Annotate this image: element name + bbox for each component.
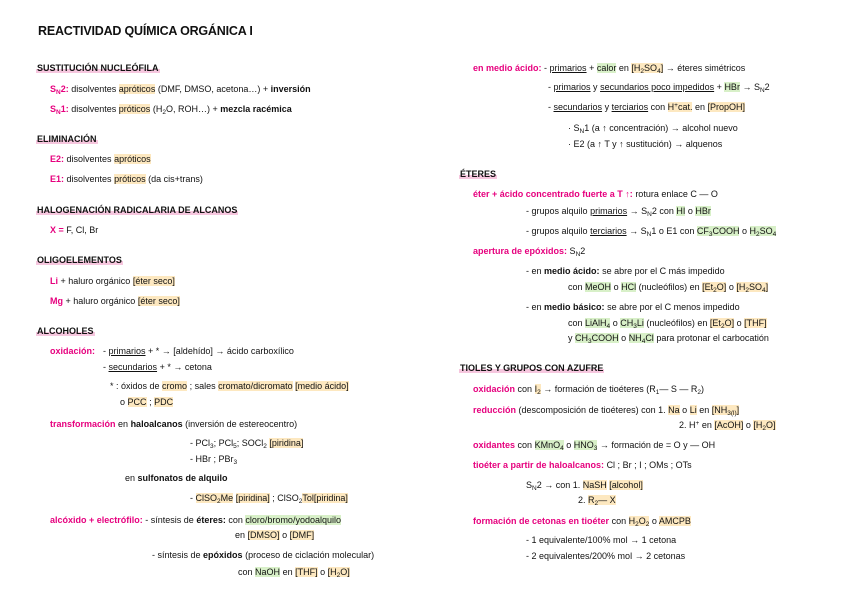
heading-tioles: TIOLES Y GRUPOS CON AZUFRE <box>460 363 604 373</box>
medio-acido-line-3: - secundarios y terciarios con H+cat. en [PropOH] <box>548 102 746 112</box>
oxidantes-note: * : óxidos de cromo ; sales cromato/dicromato [medio ácido] <box>110 381 349 391</box>
eter-acido-line: éter + ácido concentrado fuerte a T ↑: rotura enlace C — O <box>473 189 718 199</box>
tiol-reduccion-2: 2. H+ en [AcOH] o $[H_2O]$ <box>679 420 776 432</box>
sn1-line: $S_N1$: disolventes próticos ($H_2O$, ROH…) + mezcla racémica <box>50 104 292 116</box>
tiol-oxidantes: oxidantes con KMnO$_4$ o $HNO_3$ → formación de = O y — OH <box>473 440 716 452</box>
tioeter-rx: 2. $R_2—$ X <box>578 495 616 507</box>
heading-oligoelementos: OLIGOELEMENTOS <box>37 255 122 265</box>
medio-basico-epoxido-3: y $CH_3COOH$ o $NH_4Cl$ para protonar el carbocatión <box>568 333 769 345</box>
sulfonatos-line: en sulfonatos de alquilo <box>125 473 228 483</box>
medio-acido-sn1: · $S_N1$ (a ↑ concentración) → alcohol nuevo <box>568 123 738 135</box>
heading-eliminacion: ELIMINACIÓN <box>37 134 97 144</box>
medio-basico-epoxido: - en medio básico: se abre por el C menos impedido <box>526 302 740 312</box>
formacion-cetonas: formación de cetonas en tioéter con $H_2O_2$ o AMCPB <box>473 516 691 528</box>
oxidantes-note-2: o PCC ; PDC <box>120 397 174 407</box>
medio-acido-epoxido-2: con MeOH o HCl (nucleófilos) en $[Et_2O]$ o $[H_2SO_4]$ <box>568 282 769 294</box>
alcoxido-disolventes: en [DMSO] o [DMF] <box>235 530 315 540</box>
heading-sustitucion: SUSTITUCIÓN NUCLEÓFILA <box>37 63 159 73</box>
halogen-line: X = F, Cl, Br <box>50 225 99 235</box>
heading-alcoholes: ALCOHOLES <box>37 326 94 336</box>
e2-line: E2: disolventes apróticos <box>50 154 151 164</box>
eter-terciarios: - grupos alquilo terciarios → $S_N1$ o E1 con $CF_3COOH$ o $H_2SO_4$ <box>526 226 777 238</box>
medio-basico-epoxido-2: con LiAlH$_4$ o $CH_3Li$ (nucleófilos) en $[Et_2O]$ o [THF] <box>568 318 767 330</box>
heading-halogenacion: HALOGENACIÓN RADICALARIA DE ALCANOS <box>37 205 238 215</box>
sulfonatos-reactivos: - ClSO$_2$Me [piridina] ; ClSO$_2$Tol[piridina] <box>190 493 348 505</box>
alcoxido-line: alcóxido + electrófilo: - síntesis de éteres: con cloro/bromo/yodoalquilo <box>50 515 341 525</box>
cetonas-2: - 2 equivalentes/200% mol → 2 cetonas <box>526 551 686 561</box>
transformacion-line: transformación en haloalcanos (inversión de estereocentro) <box>50 419 298 429</box>
li-line: Li + haluro orgánico [éter seco] <box>50 276 175 286</box>
epoxidos-reactivos: con NaOH en [THF] o $[H_2O]$ <box>238 567 350 579</box>
eter-primarios: - grupos alquilo primarios → $S_N2$ con HI o HBr <box>526 206 711 218</box>
tiol-oxidacion: oxidación con $I_2$ → formación de tioéteres ($R_1—$ S — $R_2$) <box>473 384 705 396</box>
e1-line: E1: disolventes próticos (da cis+trans) <box>50 174 203 184</box>
medio-acido-epoxido: - en medio ácido: se abre por el C más impedido <box>526 266 725 276</box>
page-title: REACTIVIDAD QUÍMICA ORGÁNICA I <box>38 24 253 38</box>
cetonas-1: - 1 equivalente/100% mol → 1 cetona <box>526 535 677 545</box>
oxidacion-secundarios: - secundarios + * → cetona <box>103 362 212 372</box>
medio-acido-line: en medio ácido: - primarios + calor en $[H_2SO_4]$ → éteres simétricos <box>473 63 746 75</box>
tioeter-haloalcanos: tioéter a partir de haloalcanos: Cl ; Br ; I ; OMs ; OTs <box>473 460 692 470</box>
oxidacion-primarios: - primarios + * → [aldehído] → ácido carboxílico <box>103 346 294 356</box>
transformacion-reactivos-2: - HBr ; PBr$_3$ <box>190 454 238 466</box>
sn2-line: $S_N2$: disolventes apróticos (DMF, DMSO, acetona…) + inversión <box>50 84 311 96</box>
medio-acido-e2: · E2 (a ↑ T y ↑ sustitución) → alquenos <box>568 139 723 149</box>
transformacion-reactivos-1: - PCl$_3$; PCl$_5$; SOCl$_2$ [piridina] <box>190 438 304 450</box>
epoxidos-line: - síntesis de epóxidos (proceso de ciclación molecular) <box>152 550 375 560</box>
tioeter-sn2: $S_N2$ → con 1. NaSH [alcohol] <box>526 480 643 492</box>
epoxidos-apertura: apertura de epóxidos: $S_N2$ <box>473 246 586 258</box>
mg-line: Mg + haluro orgánico [éter seco] <box>50 296 180 306</box>
oxidacion-label: oxidación: <box>50 346 96 356</box>
medio-acido-line-2: - primarios y secundarios poco impedidos + HBr → $S_N2$ <box>548 82 770 94</box>
heading-eteres: ÉTERES <box>460 169 497 179</box>
tiol-reduccion: reducción (descomposición de tioéteres) con 1. Na o Li en $[NH_{3(l)}]$ <box>473 405 740 417</box>
